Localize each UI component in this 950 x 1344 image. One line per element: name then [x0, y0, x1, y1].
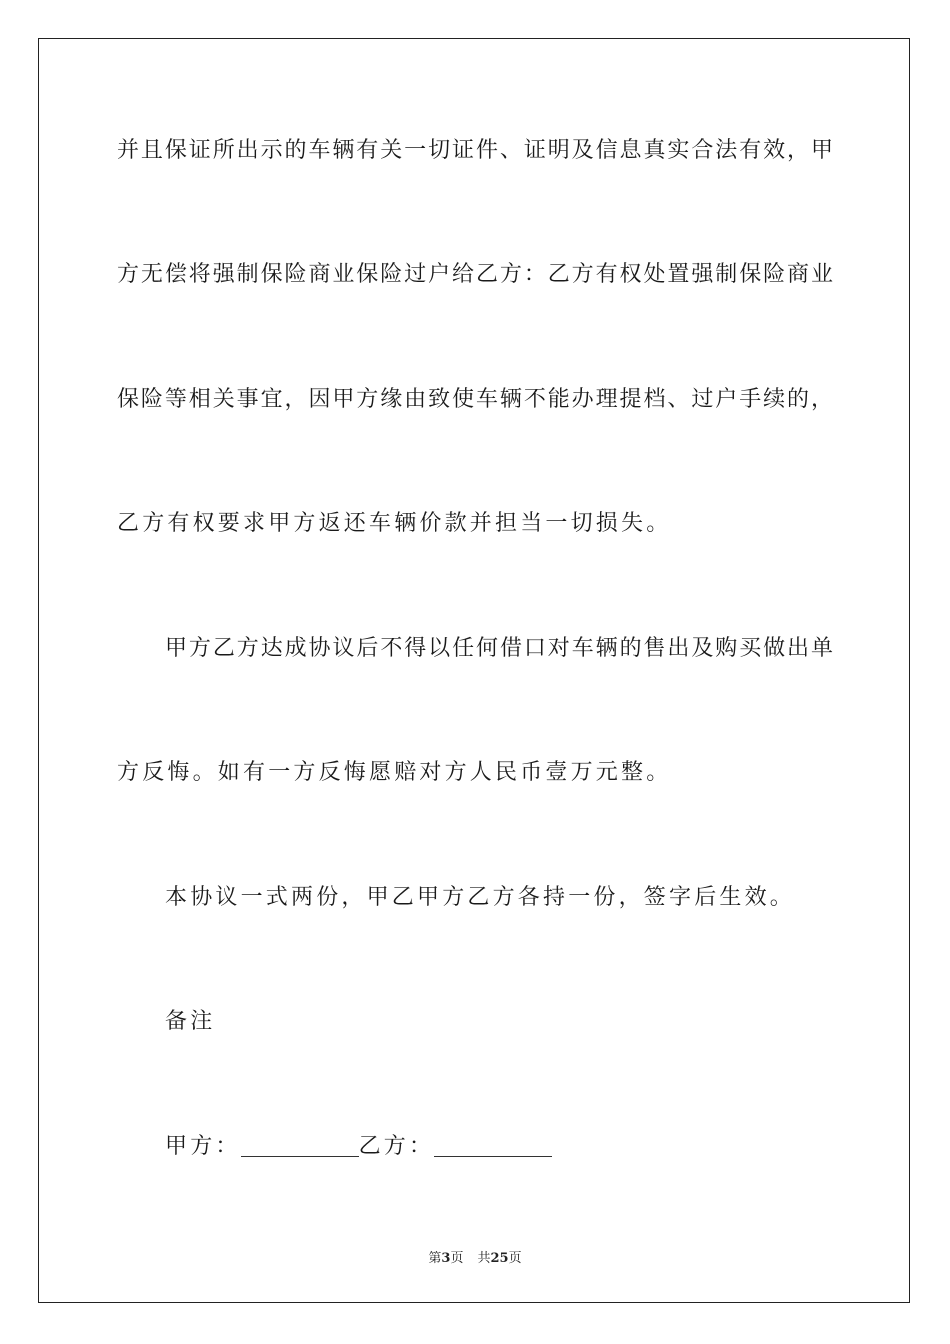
page-prefix: 第: [428, 1251, 442, 1266]
remarks-heading: 备注: [165, 1009, 216, 1034]
total-pages: 25: [490, 1251, 509, 1266]
page-suffix: 页: [450, 1251, 464, 1266]
party-a-signature-blank[interactable]: [241, 1134, 359, 1157]
paragraph-1-line-3: 保险等相关事宜，因甲方缘由致使车辆不能办理提档、过户手续的，: [117, 387, 833, 412]
page-footer: [0, 1247, 950, 1266]
total-suffix: 页: [508, 1251, 522, 1266]
paragraph-2-line-1: 甲方乙方达成协议后不得以任何借口对车辆的售出及购买做出单: [165, 636, 833, 661]
party-b-signature-blank[interactable]: [434, 1134, 552, 1157]
paragraph-2-line-2: 方反悔。如有一方反悔愿赔对方人民币壹万元整。: [117, 760, 672, 785]
signature-line: [165, 1132, 833, 1162]
party-a-label: 甲方：: [165, 1134, 241, 1159]
total-prefix: 共: [477, 1251, 491, 1266]
page-number: 3: [441, 1251, 451, 1266]
paragraph-1-line-2: 方无偿将强制保险商业保险过户给乙方：乙方有权处置强制保险商业: [117, 262, 833, 287]
party-b-label: 乙方：: [358, 1134, 435, 1159]
page-border: [38, 38, 910, 1303]
paragraph-1-line-1: 并且保证所出示的车辆有关一切证件、证明及信息真实合法有效，甲: [117, 138, 833, 163]
paragraph-1-line-4: 乙方有权要求甲方返还车辆价款并担当一切损失。: [117, 511, 672, 536]
paragraph-3-line-1: 本协议一式两份，甲乙甲方乙方各持一份，签字后生效。: [165, 885, 796, 910]
